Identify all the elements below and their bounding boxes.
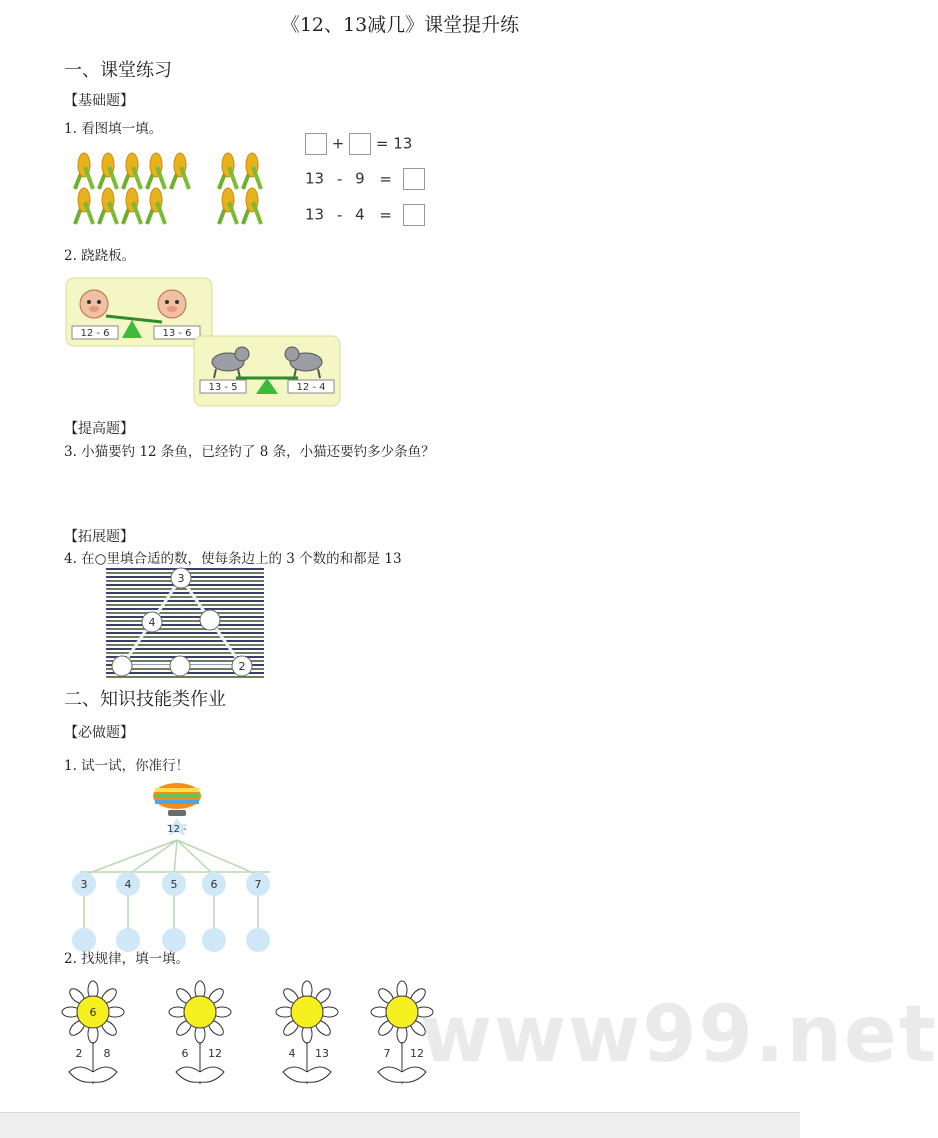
equation-2: 13 - 9 = [305,168,425,190]
sunflower-4-left: 7 [383,1047,391,1060]
document-title: 《12、13减几》课堂提升练 [280,14,520,36]
extension-tag: 【拓展题】 [64,529,134,545]
corn-picture [70,145,270,225]
page-bottom-edge [0,1112,800,1138]
seesaw-1-right-label: 13 - 6 [162,328,192,339]
tree-branch-3: 5 [170,878,178,891]
answer-box[interactable] [403,204,425,226]
sunflower-2 [169,981,231,1084]
seesaw-2-left-label: 13 - 5 [208,382,238,393]
s2-question-2-text: 2. 找规律，填一填。 [64,951,190,967]
sunflower-3-left: 4 [288,1047,296,1060]
basic-tag: 【基础题】 [64,93,134,109]
sunflower-1-left: 2 [75,1047,83,1060]
question-2-text: 2. 跷跷板。 [64,248,136,264]
seesaw-dogs [194,336,342,408]
triangle-top-number: 3 [177,572,185,585]
question-4-text: 4. 在○里填合适的数，使每条边上的 3 个数的和都是 13 [64,551,402,567]
watermark: www99.net [420,990,938,1080]
seesaw-1-left-label: 12 - 6 [80,328,110,339]
triangle-bottom-mid-blank[interactable] [170,656,190,676]
pig-icon [158,290,186,318]
section-1-title: 一、课堂练习 [64,60,172,81]
answer-box[interactable] [305,133,327,155]
answer-box[interactable] [349,133,371,155]
tree-branch-2: 4 [124,878,132,891]
sunflower-2-right: 12 [208,1047,222,1060]
triangle-left-mid-number: 4 [148,616,156,629]
pig-icon [80,290,108,318]
seesaw-2-right-label: 12 - 4 [296,382,326,393]
sunflower-1-right: 8 [103,1047,111,1060]
equation-3: 13 - 4 = [305,204,425,226]
subtraction-tree [60,780,290,955]
sunflower-1 [62,981,124,1084]
equation-1: + = 13 [305,133,412,155]
section-2-title: 二、知识技能类作业 [64,689,226,710]
corn-group-9 [75,153,189,224]
triangle-bottom-right-number: 2 [238,660,246,673]
tree-top-label: 12 - [167,824,187,835]
number-triangle [106,568,264,680]
question-3-text: 3. 小猫要钓 12 条鱼，已经钓了 8 条，小猫还要钓多少条鱼？ [64,444,435,460]
advanced-tag: 【提高题】 [64,421,134,437]
tree-branch-1: 3 [80,878,88,891]
sunflower-3 [276,981,338,1084]
seesaw-pigs [66,278,214,348]
corn-group-4 [219,153,261,224]
airship-icon [153,783,201,816]
answer-box[interactable] [403,168,425,190]
sunflower-2-left: 6 [181,1047,189,1060]
triangle-right-mid-blank[interactable] [200,610,220,630]
s2-question-1-text: 1. 试一试，你准行！ [64,758,190,774]
sunflower-row [55,982,455,1064]
question-1-text: 1. 看图填一填。 [64,121,163,137]
sunflower-4-right: 12 [410,1047,424,1060]
triangle-bottom-left-blank[interactable] [112,656,132,676]
sunflower-3-right: 13 [315,1047,329,1060]
tree-branch-5: 7 [254,878,262,891]
required-tag: 【必做题】 [64,725,134,741]
sunflower-1-center: 6 [89,1006,97,1019]
tree-branch-4: 6 [210,878,218,891]
